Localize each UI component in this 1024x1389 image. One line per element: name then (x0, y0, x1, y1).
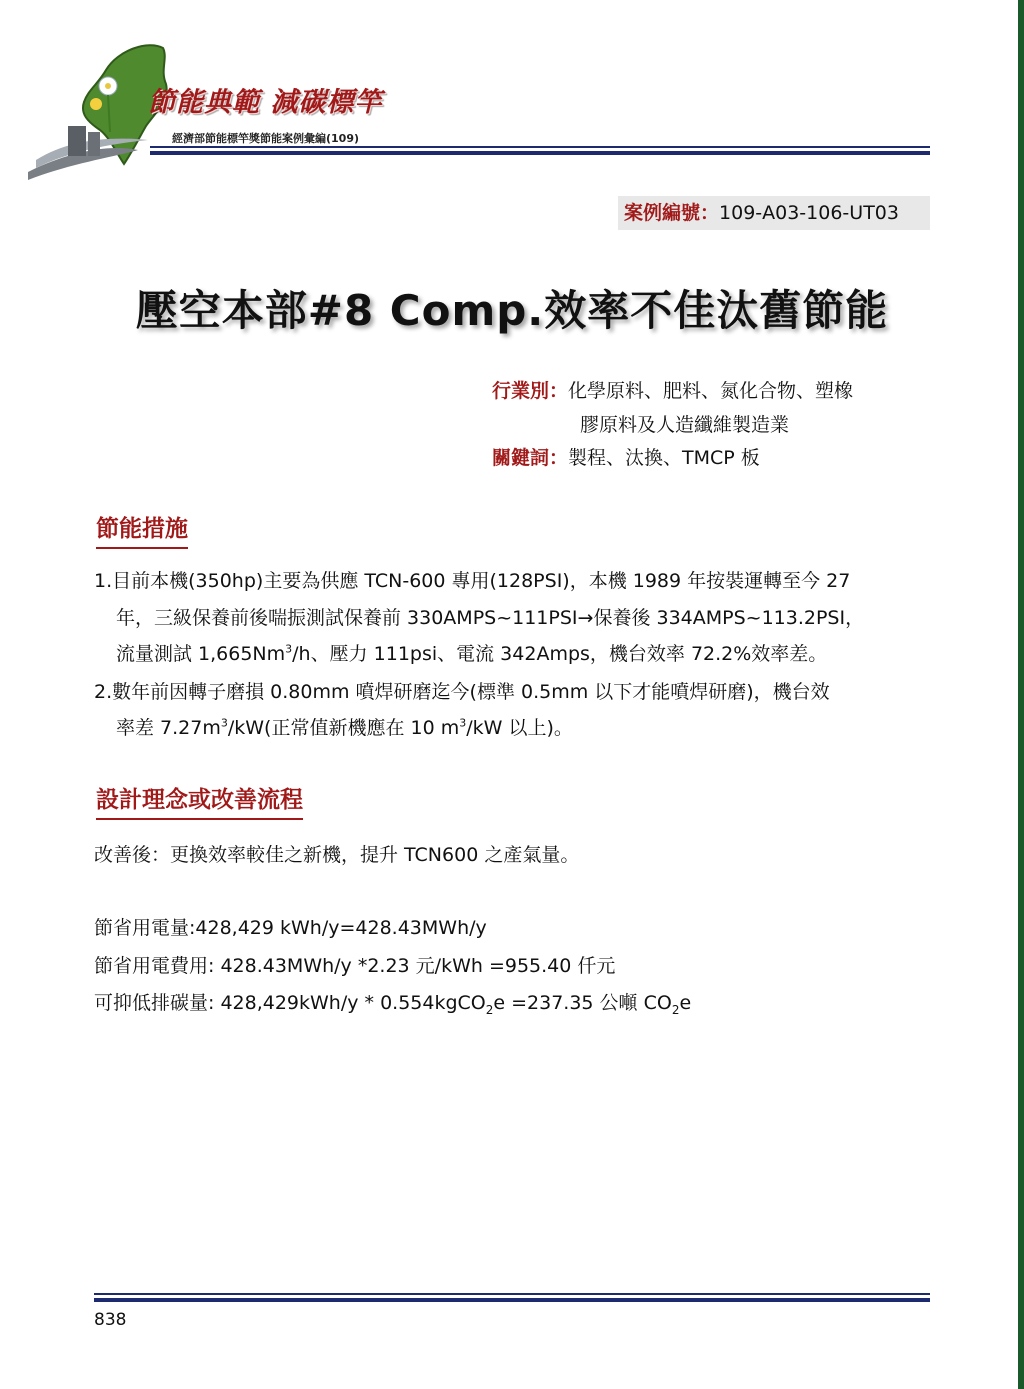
measure-1-line3-text: 流量測試 1,665Nm (116, 643, 286, 665)
measure-2-line2 (116, 713, 573, 740)
section-heading-design: 設計理念或改善流程 (96, 781, 303, 820)
logo-subtitle: 經濟部節能標竿獎節能案例彙編(109) (172, 132, 360, 145)
subscript: 2 (671, 1002, 680, 1017)
carbon-text-cont: e =237.35 公噸 CO (493, 992, 672, 1014)
superscript: 3 (459, 716, 467, 730)
page-number: 838 (94, 1310, 127, 1330)
saving-kwh: 節省用電量:428,429 kWh/y=428.43MWh/y (94, 917, 487, 939)
measure-1-line3 (116, 639, 827, 666)
case-number-value: 109-A03-106-UT03 (719, 202, 899, 224)
case-number-box (618, 196, 930, 230)
case-number-label: 案例編號： (624, 202, 720, 224)
industry-row (492, 376, 853, 403)
measure-2-line2-text-end: /kW 以上)。 (466, 717, 573, 739)
subscript: 2 (485, 1002, 494, 1017)
measure-1-line2: 年，三級保養前後喘振測試保養前 330AMPS~111PSI→保養後 334AMPS~113.2PSI， (116, 607, 865, 629)
measure-2-line2-text-cont: /kW(正常值新機應在 10 m (227, 717, 460, 739)
header-rule-thick (150, 151, 930, 155)
footer-rule-thick (94, 1298, 930, 1302)
header-rule (150, 146, 930, 148)
page-edge (1018, 0, 1024, 1389)
improvement-text: 改善後：更換效率較佳之新機，提升 TCN600 之產氣量。 (94, 844, 580, 866)
footer-rule (94, 1293, 930, 1295)
industry-value-line2: 膠原料及人造纖維製造業 (580, 414, 790, 436)
page-title: 壓空本部#8 Comp.效率不佳汰舊節能 (135, 286, 889, 335)
carbon-reduction (94, 988, 691, 1015)
carbon-text-end: e (679, 992, 692, 1014)
superscript: 3 (285, 642, 293, 656)
saving-cost: 節省用電費用: 428.43MWh/y *2.23 元/kWh =955.40 仟元 (94, 955, 616, 977)
measure-1-line3-text-cont: /h、壓力 111psi、電流 342Amps，機台效率 72.2%效率差。 (292, 643, 828, 665)
superscript: 3 (220, 716, 228, 730)
section-heading-measures: 節能措施 (96, 510, 188, 549)
measure-2-line2-text: 率差 7.27m (116, 717, 221, 739)
industry-label: 行業別： (492, 380, 569, 402)
keywords-value: 製程、汰換、TMCP 板 (568, 447, 760, 469)
measure-1-line1: 1.目前本機(350hp)主要為供應 TCN-600 專用(128PSI)，本機 1989 年按裝運轉至今 27 (94, 570, 851, 592)
industry-value-line1: 化學原料、肥料、氮化合物、塑橡 (568, 380, 854, 402)
header-logo (28, 40, 388, 180)
keywords-row (492, 443, 760, 470)
keywords-label: 關鍵詞： (492, 447, 569, 469)
logo-title: 節能典範 減碳標竿 (148, 87, 383, 118)
carbon-text: 可抑低排碳量: 428,429kWh/y * 0.554kgCO (94, 992, 486, 1014)
measure-2-line1: 2.數年前因轉子磨損 0.80mm 噴焊研磨迄今(標準 0.5mm 以下才能噴焊研磨)，機台效 (94, 681, 830, 703)
